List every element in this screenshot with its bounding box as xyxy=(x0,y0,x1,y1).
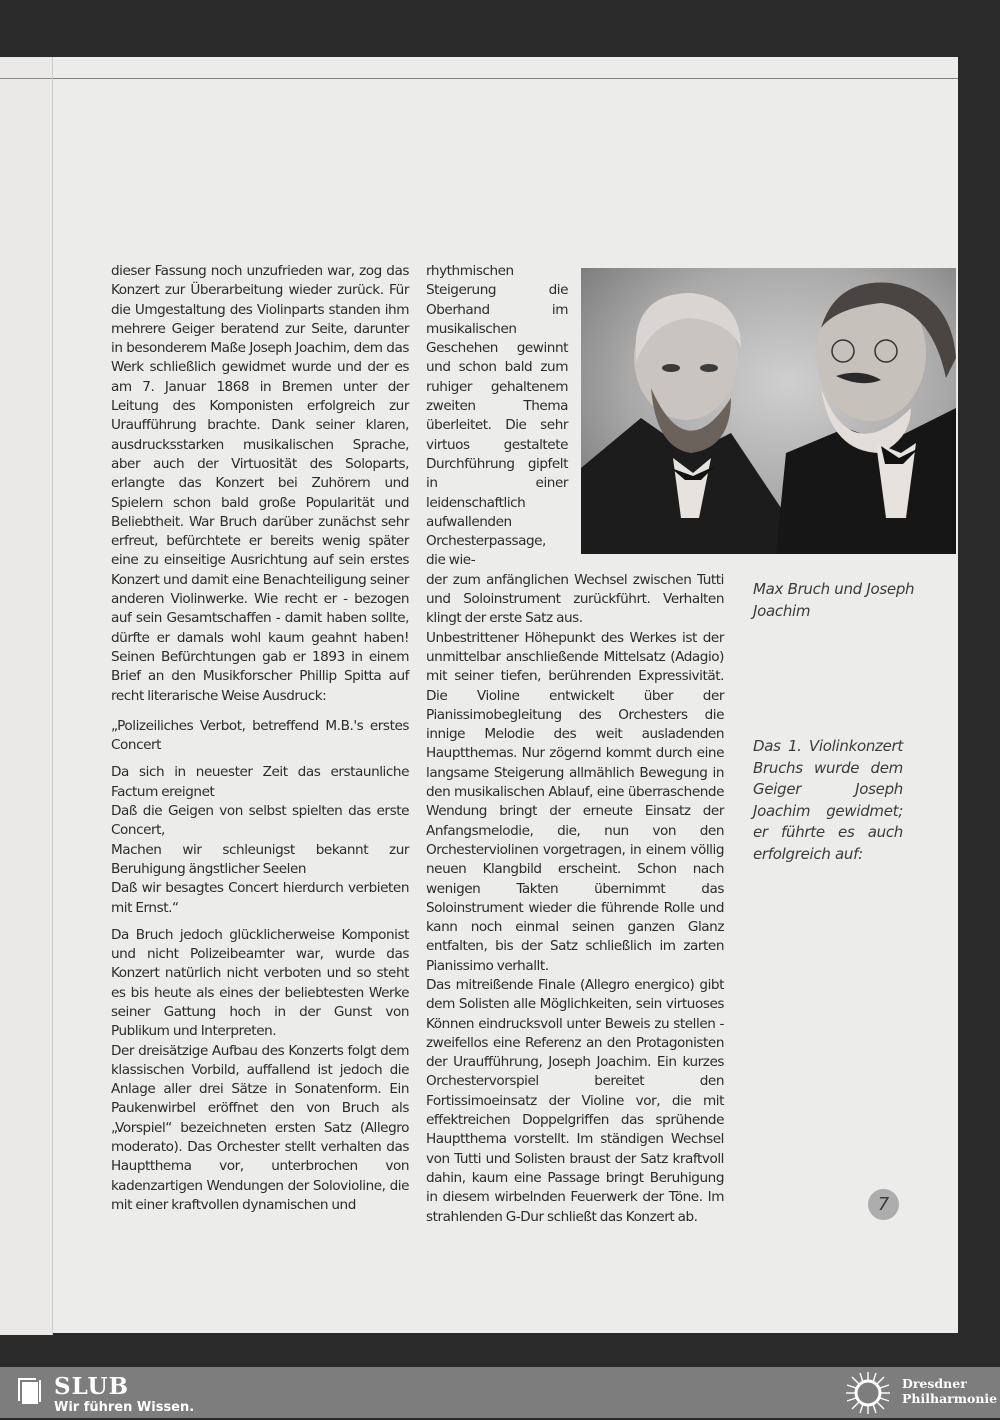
quote-line: Machen wir schleunigst bekannt zur Beruhigung ängstlicher Seelen xyxy=(111,841,409,877)
dresdner-philharmonie-logo-icon xyxy=(843,1370,893,1420)
quote-title: „Polizeiliches Verbot, betreffend M.B.'s erstes Concert xyxy=(111,717,409,754)
paragraph-structure: Der dreisätzige Aufbau des Konzerts folgt dem klassischen Vorbild, auffallend ist jedoch die Anlage aller drei Sätze in Sonatenform. Ein Paukenwirbel eröffnet den von Bruch als „Vorspiel“ bezeichneten ersten Satz (Allegro moderato). Das Orchester stellt verhalten das Hauptthema vor, unterbrochen von kadenzartigen Wendungen der Solovioline, die mit einer kraftvollen dynamischen und xyxy=(111,1042,409,1213)
quote-line: Daß die Geigen von selbst spielten das erste Concert, xyxy=(111,803,409,839)
slub-tagline: Wir führen Wissen. xyxy=(54,1400,195,1415)
portrait-photo xyxy=(581,268,956,554)
text-column-left xyxy=(111,262,409,1215)
paragraph-intro: dieser Fassung noch unzufrieden war, zog das Konzert zur Überarbeitung wieder zurück. Für die Umgestaltung des Violinparts standen ihm mehrere Geiger beratend zur Seite, darunter in besonderem Maße Joseph Joachim, dem das Werk schließlich gewidmet wurde und der es am 7. Januar 1868 in Bremen unter der Leitung des Komponisten erfolgreich zur Uraufführung brachte. Dank seiner klaren, ausdrucksstarken musikalischen Sprache, aber auch der Virtuosität des Soloparts, erlangte das Konzert bei Zuhörern und Spielern schon bald große Popularität und Beliebtheit. War Bruch darüber zunächst sehr erfreut, befürchtete er bereits wenig später eine zu einseitige Ausrichtung auf sein erstes Konzert und damit eine Benachteiligung seiner anderen Violinwerke. Wie recht er - bezogen auf sein Gesamtschaffen - damit haben sollte, dürfte er damals wohl kaum geahnt haben! Seinen Befürchtungen gab er 1893 in einem Brief an den Musikforscher Phillip Spitta auf recht literarische Weise Ausdruck: xyxy=(111,263,409,704)
paragraph-adagio: Unbestrittener Höhepunkt des Werkes ist der unmittelbar anschließende Mittelsatz (Adagio) mit seiner tiefen, berührenden Expressivität. Die Violine entwickelt über der Pianissimobegleitung des Orchesters die innige Melodie des weit ausladenden Hauptthemas. Nur zögernd kommt durch eine langsame Steigerung allmählich Bewegung in den musikalischen Ablauf, eine überraschende Wendung bringt der erneute Einsatz der Anfangsmelodie, die, nun von den Orchesterviolinen vorgetragen, in einem völlig neuen Klangbild erscheint. Schon nach wenigen Takten übernimmt das Soloinstrument wieder die führende Rolle und kann noch einmal seinen ganzen Glanz entfalten, bis der Satz schließlich im zarten Pianissimo verhallt. xyxy=(426,629,724,974)
previous-page-rule xyxy=(0,78,52,79)
previous-page-edge xyxy=(0,57,53,1335)
slub-brand[interactable]: SLUB xyxy=(54,1373,130,1400)
paragraph-after-quote: Da Bruch jedoch glücklicherweise Komponist und nicht Polizeibeamter war, wurde das Konzert natürlich nicht verboten und so steht es bis heute als eines der beliebtesten Werke seiner Gattung hoch in der Gunst von Publikum und Interpreten. xyxy=(111,926,409,1040)
quote-line: Daß wir besagtes Concert hierdurch verbieten mit Ernst.“ xyxy=(111,880,409,916)
photo-caption: Max Bruch und Joseph Joachim xyxy=(753,580,915,620)
paragraph-first-movement-end: der zum anfänglichen Wechsel zwischen Tutti und Soloinstrument zurückführt. Verhalten klingt der erste Satz aus. xyxy=(426,571,724,627)
side-note: Das 1. Violinkonzert Bruchs wurde dem Geiger Joseph Joachim gewidmet; er führte es auch erfolgreich auf: xyxy=(753,737,903,863)
page-number: 7 xyxy=(868,1189,899,1220)
footer-bar xyxy=(0,1367,1000,1418)
document-page xyxy=(53,57,958,1333)
paragraph-narrow: rhythmischen Steigerung die Oberhand im musikalischen Geschehen gewinnt und schon bald zum ruhiger gehaltenem zweiten Thema überleitet. Die sehr virtuos gestaltete Durchführung gipfelt in einer leidenschaftlich aufwallenden Orchesterpassage, die wie- xyxy=(426,263,568,569)
paragraph-finale: Das mitreißende Finale (Allegro energico) gibt dem Solisten alle Möglichkeiten, sein virtuoses Können eindrucksvoll unter Beweis zu stellen - zweifellos eine Referenz an den Protagonisten der Uraufführung, Joseph Joachim. Ein kurzes Orchestervorspiel bereitet den Fortissimoeinsatz der Violine vor, die mit effektreichen Doppelgriffen das sprühende Hauptthema vorstellt. Im ständigen Wechsel von Tutti und Solisten braust der Satz kraftvoll dahin, kaum eine Passage bringt Beruhigung in diesem wirbelnden Feuerwerk der Töne. Im strahlenden G-Dur schließt das Konzert ab. xyxy=(426,976,724,1225)
dresdner-philharmonie-brand[interactable] xyxy=(902,1376,997,1406)
header-rule xyxy=(53,78,958,79)
brand-line-1: Dresdner xyxy=(902,1376,967,1391)
portrait-illustration xyxy=(581,268,956,554)
quote-line: Da sich in neuester Zeit das erstaunliche Factum ereignet xyxy=(111,764,409,800)
slub-logo-icon xyxy=(14,1375,42,1409)
brand-line-2: Philharmonie xyxy=(902,1391,998,1406)
